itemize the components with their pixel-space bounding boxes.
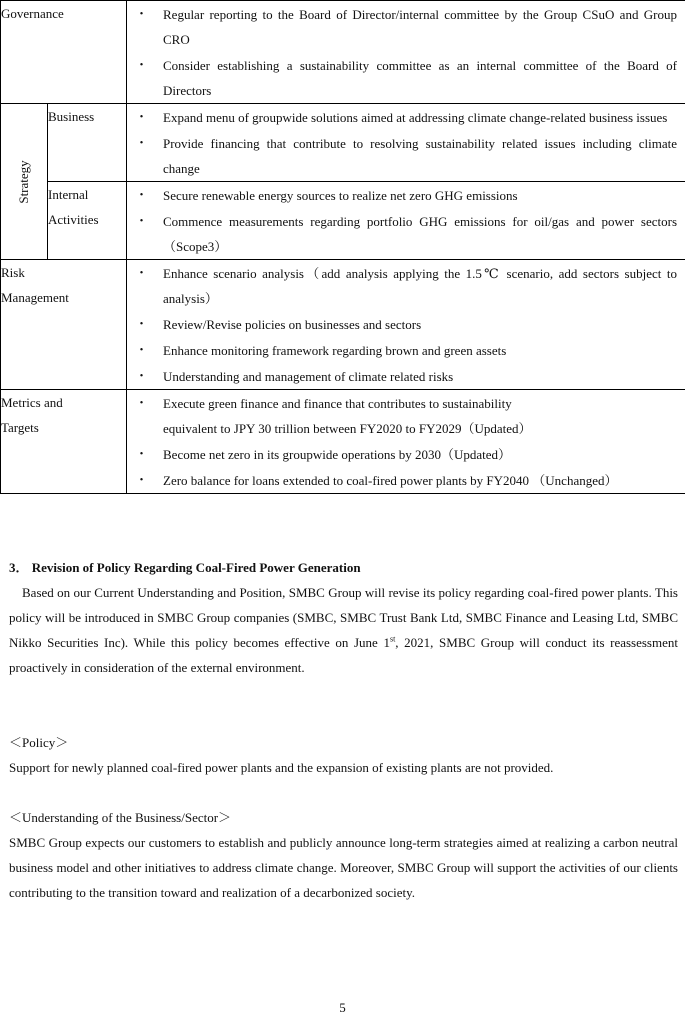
understanding-text: SMBC Group expects our customers to establish and publicly announce long-term strategies aimed at realizing a carbon neutral business model and other initiatives to address climate change. Moreover, SMBC Group will support the activities of our clients contributing to the transition toward and realization of a decarbonized society. [9,835,678,900]
metrics-items [127,390,685,494]
list-item: ・ Expand menu of groupwide solutions aimed at addressing climate change-related business issues [135,109,668,125]
internal-activities-items [127,182,685,260]
list-item: ・ Execute green finance and finance that contributes to sustainability equivalent to JPY 30 trillion between FY2020 to FY2029（Updated） [135,395,532,436]
list-item: ・ Consider establishing a sustainability committee as an internal committee of the Board of Directors [127,52,685,103]
bullet: ・ [135,6,149,21]
governance-label: Governance [1,1,127,104]
risk-management-label: Risk Management [1,260,127,390]
table-row-risk [1,260,685,390]
section-paragraph: Based on our Current Understanding and Position, SMBC Group will revise its policy regarding coal-fired power plants. This policy will be introduced in SMBC Group companies (SMBC, SMBC Trust Bank Ltd, SMBC Finance and Leasing Ltd, SMBC Nikko Securities Inc). While this policy becomes effective on June 1st, 2021, SMBC Group will conduct its reassessment proactively in consideration of the external environment. [9,585,678,675]
list-item: ・ Review/Revise policies on businesses and sectors [135,316,422,332]
list-item: ・ Provide financing that contribute to resolving sustainability related issues including climate change [135,135,677,176]
internal-activities-label: Internal Activities [48,182,127,260]
policy-text: Support for newly planned coal-fired power plants and the expansion of existing plants are not provided. [9,760,554,775]
strategy-label-cell [1,104,48,260]
table-row-strategy-business [1,104,685,182]
business-items [127,104,685,182]
page-number: 5 [339,1000,346,1015]
framework-table [0,0,685,494]
strategy-label: Strategy [16,159,31,204]
policy-heading: ＜Policy＞ [9,735,69,750]
list-item: ・ Become net zero in its groupwide operations by 2030（Updated） [135,446,512,462]
list-item: ・ Commence measurements regarding portfolio GHG emissions for oil/gas and power sectors（Scope3） [135,213,677,254]
metrics-targets-label: Metrics and Targets [1,390,127,494]
business-label: Business [48,104,127,182]
table-row-strategy-internal [1,182,685,260]
list-item: ・ Enhance scenario analysis（add analysis applying the 1.5℃ scenario, add sectors subject to analysis） [135,265,677,306]
table-row-metrics [1,390,685,494]
understanding-heading: ＜Understanding of the Business/Sector＞ [9,810,232,825]
table-row-governance [1,1,685,104]
section-heading: 3． Revision of Policy Regarding Coal-Fired Power Generation [9,560,361,575]
governance-items [127,1,685,104]
list-item: ・ Regular reporting to the Board of Director/internal committee by the Group CSuO and Group CRO [127,1,685,52]
list-item: ・ Zero balance for loans extended to coal-fired power plants by FY2040 （Unchanged） [135,472,618,488]
list-item: ・ Enhance monitoring framework regarding brown and green assets [135,342,507,358]
bullet: ・ [135,57,149,72]
list-item: ・ Understanding and management of climate related risks [135,368,454,384]
risk-items [127,260,685,390]
list-item: ・ Secure renewable energy sources to realize net zero GHG emissions [135,187,518,203]
